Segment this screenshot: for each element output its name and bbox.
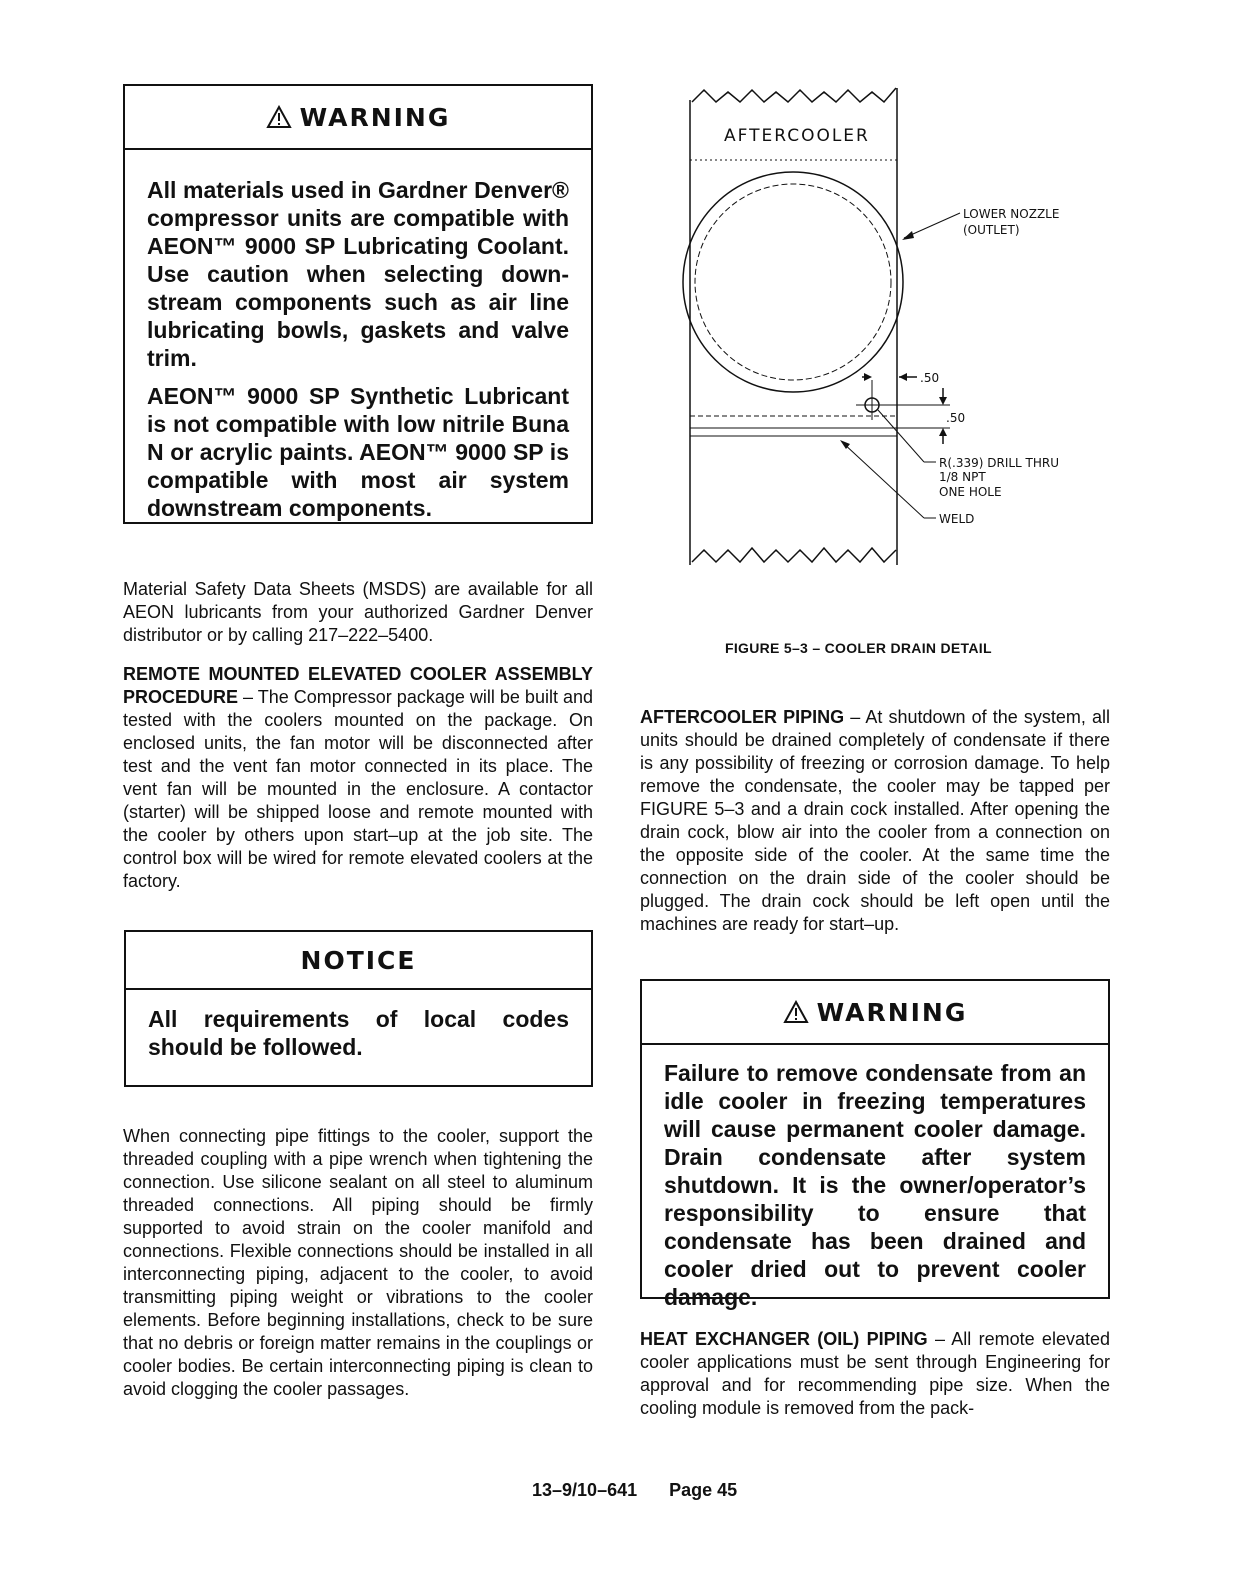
notice-text: All requirements of local codes should be followed.	[148, 1006, 569, 1060]
weld-label: WELD	[939, 512, 975, 526]
warning-body	[125, 150, 591, 522]
msds-text: Material Safety Data Sheets (MSDS) are available for all AEON lubricants from your authorized Gardner Denver distributor or by calling 217–222–5400.	[123, 579, 593, 645]
warning-paragraph-1: All materials used in Gardner Denver® compressor units are compatible with AEON™ 9000 SP Lubricating Coolant. Use caution when selecting down-stream components such as air line lubricating bowls, gaskets and valve trim.	[147, 177, 569, 371]
remote-mounted-paragraph	[123, 663, 593, 893]
pipe-fittings-text: When connecting pipe fittings to the cooler, support the threaded coupling with a pipe wrench when tightening the connection. Use silicone sealant on all steel to aluminum threaded connections. All piping should be firmly supported to avoid strain on the cooler manifold and connections. Flexible connections should be installed in all interconnecting piping, adjacent to the cooler, to avoid transmitting piping weight or vibrations to the cooler elements. Before beginning installations, check to be sure that no debris or foreign matter remains in the couplings or cooler bodies. Be certain interconnecting piping is clean to avoid clogging the cooler passages.	[123, 1126, 593, 1399]
dim-side-value: .50	[946, 411, 966, 425]
nozzle-inner-circle	[695, 184, 891, 380]
aftercooler-piping-section	[640, 706, 1110, 946]
msds-paragraph	[123, 578, 593, 657]
warning-paragraph-2: AEON™ 9000 SP Synthetic Lubricant is not compatible with low nitrile Buna N or acrylic paints. AEON™ 9000 SP is compatible with most air system downstream components.	[147, 383, 569, 521]
warning-header	[125, 86, 591, 150]
warning-box-bottom	[640, 979, 1110, 1310]
outlet-label: (OUTLET)	[963, 223, 1020, 237]
warning-bottom-body	[642, 1045, 1108, 1311]
nozzle-outer-circle	[683, 172, 903, 392]
dim-top-value: .50	[920, 371, 940, 385]
cooler-drain-diagram	[680, 80, 1100, 580]
dim-v-arrowhead-top	[939, 397, 947, 405]
weld-leader	[842, 442, 924, 518]
aftercooler-piping-body: – At shutdown of the system, all units should be drained completely of condensate if there is any possibility of freezing or corrosion damage. To help remove the condensate, the cooler may be tapped per FIGURE 5–3 and a drain cock installed. After opening the drain cock, blow air into the cooler from a connection on the opposite side of the cooler. At the same time the connection on the drain side of the cooler should be plugged. The drain cock should be left open until the machines are ready for start–up.	[640, 707, 1110, 934]
doc-number: 13–9/10–641	[532, 1480, 638, 1500]
warning-triangle-icon	[783, 1000, 809, 1024]
notice-box	[124, 930, 593, 1087]
top-break-line	[692, 88, 896, 102]
aftercooler-label: AFTERCOOLER	[724, 126, 870, 146]
remote-mounted-body: – The Compressor package will be built and tested with the coolers mounted on the package. On enclosed units, the fan motor will be disconnected after test and the vent fan motor connected in its place. The vent fan will be mounted in the enclosure. A contactor (starter) will be shipped loose and remote mounted with the cooler by others upon start–up at the job site. The control box will be wired for remote elevated coolers at the factory.	[123, 687, 593, 891]
notice-body	[126, 990, 591, 1061]
drill-label: R(.339) DRILL THRU	[939, 456, 1060, 470]
warning-bottom-text: Failure to remove condensate from an idle cooler in freezing temperatures will cause permanent cooler damage. Drain condensate after system shutdown. It is the owner/operator’s responsibility to ensure that condensate has been drained and cooler dried out to prevent cooler damage.	[664, 1060, 1086, 1310]
warning-bottom-title: WARNING	[816, 997, 968, 1027]
bottom-break-line	[692, 548, 896, 562]
heat-exchanger-paragraph	[640, 1328, 1110, 1420]
lower-nozzle-arrowhead	[902, 231, 914, 240]
notice-title: NOTICE	[300, 945, 417, 975]
heat-exchanger-body: – All remote elevated cooler applications must be sent through Engineering for approval and for recommending pipe size. When the cooling module is removed from the pack-	[640, 1329, 1110, 1418]
remote-mounted-section	[123, 663, 593, 903]
dim-h-arrowhead-right	[899, 373, 907, 381]
remote-mounted-heading: REMOTE MOUNTED ELEVATED COOLER ASSEMBLY PROCEDURE	[123, 664, 593, 707]
warning-box-top	[123, 84, 593, 524]
npt-label: 1/8 NPT	[939, 470, 986, 484]
page-number: Page 45	[669, 1480, 738, 1500]
warning-triangle-icon	[266, 105, 292, 129]
dim-h-arrowhead-left	[864, 373, 872, 381]
pipe-fittings-paragraph	[123, 1125, 593, 1411]
page-footer	[532, 1480, 737, 1501]
aftercooler-piping-heading: AFTERCOOLER PIPING	[640, 707, 845, 727]
warning-bottom-header	[642, 981, 1108, 1045]
heat-exchanger-section	[640, 1328, 1110, 1430]
lower-nozzle-label: LOWER NOZZLE	[963, 207, 1060, 221]
figure-caption: FIGURE 5–3 – COOLER DRAIN DETAIL	[725, 640, 992, 656]
notice-header	[126, 932, 591, 990]
aftercooler-piping-paragraph	[640, 706, 1110, 936]
warning-title: WARNING	[299, 102, 451, 132]
heat-exchanger-heading: HEAT EXCHANGER (OIL) PIPING	[640, 1329, 928, 1349]
one-hole-label: ONE HOLE	[939, 485, 1002, 499]
dim-v-arrowhead-bottom	[939, 428, 947, 436]
